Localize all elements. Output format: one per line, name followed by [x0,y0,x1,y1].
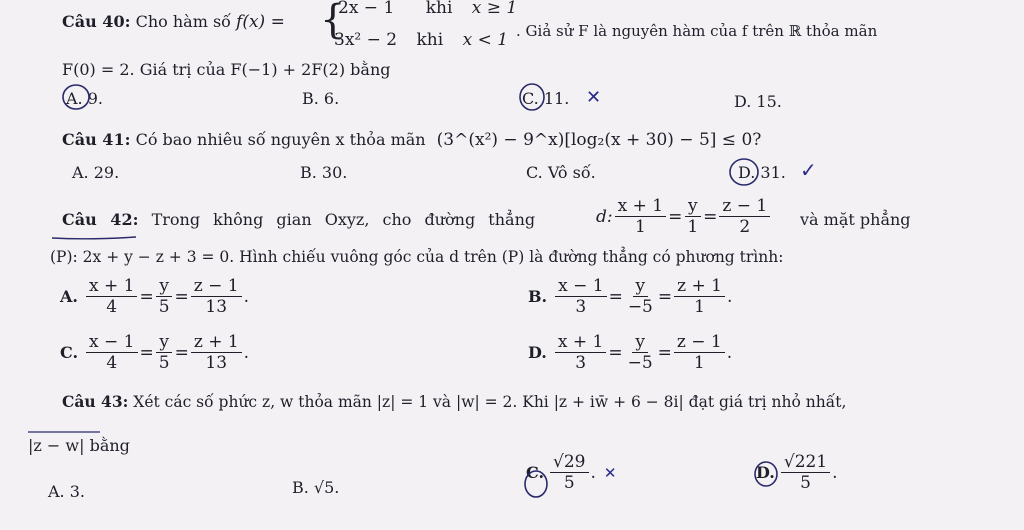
q43-line2: |z − w| bằng [28,436,130,455]
q42-d-label: D. [528,343,547,362]
q43-option-a[interactable]: A. 3. [48,482,85,501]
q42-a-den-3: 13 [205,297,228,317]
q41-expr: (3^(x²) − 9^x)[log₂(x + 30) − 5] ≤ 0? [436,130,762,150]
circle-mark-icon [755,462,777,486]
underline-mark-icon [52,237,136,239]
q40-case1-khi: khi [425,0,453,18]
cross-mark-icon: ✕ [586,87,602,108]
q43-option-b[interactable]: B. √5. [292,478,340,497]
q42-option-d[interactable]: D. $\frac{x + 1}{3}$ = $\frac{y}{-5}$ = $\frac{z - 1}{1}$ . [528,332,733,373]
q43-option-d[interactable]: D. $\frac{√221}{5}$ . [756,452,838,493]
q42-b-num-2: y [633,276,649,297]
q43-option-c[interactable]: C. $\frac{√29}{5}$ . ✕ [526,452,617,493]
q40-tail: . Giả sử F là nguyên hàm của f trên ℝ thỏa mãn [516,22,878,40]
q42-option-c[interactable]: C. $\frac{x - 1}{4}$ = $\frac{y}{5}$ = $\frac{z + 1}{13}$ . [60,332,250,373]
q40-option-c[interactable]: C. 11. [522,89,570,108]
q40-line2: F(0) = 2. Giá trị của F(−1) + 2F(2) bằng [62,60,391,79]
q42-c-num-1: x − 1 [86,332,137,353]
q42-b-den-3: 1 [694,297,705,317]
circle-mark-icon [520,84,544,110]
q42-a-den-2: 5 [158,297,170,317]
q40-brace: { [320,0,346,43]
q42-d-num-2: y [685,196,701,217]
q40-case1-expr: 2x − 1 [338,0,395,18]
q42-d-name: d: [596,206,613,227]
check-mark-icon: ✓ [800,158,817,182]
q40-case2-expr: 3x² − 2 [334,30,398,50]
q42-b-num-3: z + 1 [674,276,725,297]
q40-case1-cond: x ≥ 1 [471,0,518,18]
q40-case2-khi: khi [416,30,444,50]
q42-dopt-num-3: z − 1 [674,332,725,353]
circle-mark-icon [525,471,547,497]
circle-mark-icon [730,159,758,185]
q42-c-den-3: 13 [205,353,228,373]
q42-b-label: B. [528,287,548,306]
q40-option-a[interactable]: A. 9. [66,89,103,108]
q41-option-b[interactable]: B. 30. [300,163,348,182]
q42-tail: và mặt phẳng [800,210,911,229]
q43-label: Câu 43: [62,392,129,411]
q40-case2-cond: x < 1 [462,30,509,50]
q41-option-a[interactable]: A. 29. [72,163,120,182]
q42-d-num-3: z − 1 [719,196,770,217]
q42-dopt-den-2: −5 [627,353,653,373]
q42-dopt-den-3: 1 [693,353,705,373]
q42-b-den-2: −5 [627,297,653,317]
q42-d-num-1: x + 1 [615,196,666,217]
q42-b-num-1: x − 1 [555,276,606,297]
q42-a-num-2: y [156,276,172,297]
q40-fx: f(x) = [236,12,285,32]
cross-mark-icon: ✕ [603,463,617,482]
q40-option-d[interactable]: D. 15. [734,92,782,111]
q42-dopt-num-2: y [632,332,648,353]
q42-b-den-1: 3 [575,297,587,317]
q42-c-label: C. [60,343,79,362]
q43-d-den: 5 [800,473,811,493]
q42-a-num-1: x + 1 [86,276,137,297]
q40-intro: Cho hàm số [135,12,231,31]
q42-c-num-2: y [156,332,172,353]
q43-d-label: D. [756,463,775,482]
q42-a-label: A. [60,287,78,306]
q42-option-a[interactable]: A. $\frac{x + 1}{4}$ = $\frac{y}{5}$ = $\frac{z - 1}{13}$ . [60,276,250,317]
q43-c-num: √29 [550,452,588,473]
q42-d-den-2: 1 [687,217,699,237]
q40-label: Câu 40: [62,12,131,31]
q41-label: Câu 41: [62,130,131,149]
q42-d-den-3: 2 [739,217,751,237]
q41-option-d[interactable]: D. 31. [738,163,786,182]
q42-d-den-1: 1 [634,217,646,237]
q43-c-label: C. [526,463,545,482]
q42-dopt-num-1: x + 1 [555,332,606,353]
q42-c-den-1: 4 [106,353,118,373]
q42-label: Câu 42: [62,210,139,229]
q43-c-den: 5 [563,473,575,493]
circle-mark-icon [63,85,89,109]
q42-c-num-3: z + 1 [191,332,242,353]
q42-dopt-den-1: 3 [575,353,587,373]
q42-a-den-1: 4 [106,297,118,317]
q41-option-c[interactable]: C. Vô số. [526,163,596,182]
q42-line-d: d: $\frac{x + 1}{1}$ = $\frac{y}{1}$ = $\frac{z - 1}{2}$ [596,196,772,237]
q40-option-b[interactable]: B. 6. [302,89,340,108]
q42-line2: (P): 2x + y − z + 3 = 0. Hình chiếu vuông góc của d trên (P) là đường thẳng có phương trình: [50,248,784,266]
q43-text: Xét các số phức z, w thỏa mãn |z| = 1 và |w| = 2. Khi |z + iw̄ + 6 − 8i| đạt giá trị nhỏ nhất, [133,393,847,411]
q42-c-den-2: 5 [158,353,170,373]
q42-a-num-3: z − 1 [191,276,242,297]
q41-text: Có bao nhiêu số nguyên x thỏa mãn [135,130,426,149]
q42-option-b[interactable]: B. $\frac{x - 1}{3}$ = $\frac{y}{-5}$ = $\frac{z + 1}{1}$ . [528,276,733,317]
q42-text: Trong không gian Oxyz, cho đường thẳng [151,210,536,229]
q43-d-num: √221 [781,452,830,473]
